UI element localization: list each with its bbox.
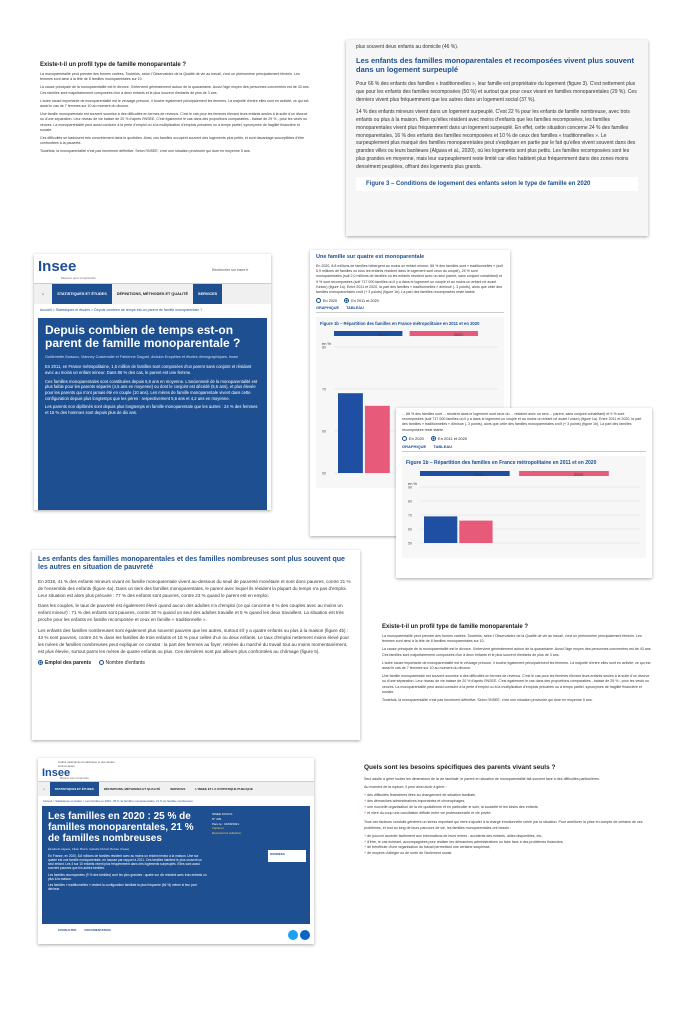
nav-services[interactable]: SERVICES bbox=[170, 787, 186, 791]
legend-label: 2020 bbox=[573, 472, 583, 478]
chart-toggle bbox=[38, 660, 354, 666]
paragraph: 14 % des enfants mineurs vivent dans un logement surpeuplé. C'est 22 % pour les enfants de famille nombreuse, avec trois enfants ou plus à la maison. Bien qu'elles résident avec moins d'enfants que les familles recomposées, les familles monoparentales vivent plus fréquemment dans un logement surpeuplé. En effet, cette situation concerne 24 % des familles monoparentales, 16 % des enfants des familles recomposées et 10 % de ceux des familles « traditionnelles ». Le surpeuplement plus marqué des familles monoparentales peut s'expliquer en partie par le fait qu'elles vivent souvent dans des grandes villes ou leurs banlieues (Algava et al., 2020), où les logements sont plus petits. Les familles recomposées sont les plus grandes en moyenne, mais leur surpeuplement reste limité car elles habitent plus fréquemment dans des zones moins densément peuplées, offrant des logements plus grands. bbox=[356, 109, 636, 170]
tab-consulter[interactable]: CONSULTER bbox=[58, 928, 77, 932]
list-item: + une nouvelle organisation de la vie quotidienne et en particulier le soin, la scolarité et les loisirs des enfants, bbox=[364, 805, 646, 811]
paragraph: L'autre cause importante de monoparentalité est le veuvage précoce, il touche également principalement les femmes. La majorité d'entre elles sont en activité, ce qui est aussi le cas de 7 femmes sur 10 au moment du divorce. bbox=[40, 98, 309, 109]
paragraph: L'autre cause importante de monoparentalité est le veuvage précoce, il touche également principalement les femmes. La majorité d'entre elles sont en activité, ce qui est aussi le cas de 7 femmes sur 10 au moment du divorce. bbox=[382, 660, 651, 671]
legend-swatch bbox=[410, 331, 478, 336]
paragraph: La monoparentalité peut prendre des formes variées. Toutefois, selon l'Observatoire de la Qualité de vie au travail, c'est un phénomène principalement féminin. Les femmes sont ainsi à la tête de 8 familles monoparentales sur 10. bbox=[40, 72, 300, 82]
site-header bbox=[34, 254, 271, 284]
y-tick-label: 70 bbox=[322, 387, 326, 392]
paragraph: La cause principale de la monoparentalité est le divorce. Il intervient généralement autour de la quarantaine. Aussi l'âge moyen des personnes concernées est de 43 ans. Ces familles sont majoritairement composées d'un à deux enfants et le plus souvent d'enfants de plus de 3 ans. bbox=[40, 85, 310, 95]
nav-insee[interactable]: L'INSEE ET LA STATISTIQUE PUBLIQUE bbox=[195, 787, 253, 791]
view-tabs bbox=[316, 306, 504, 313]
paragraph: La monoparentalité peut prendre des formes variées. Toutefois, selon l'Observatoire de la Qualité de vie au travail, c'est un phénomène principalement féminin. Les femmes sont ainsi à la tête de 8 familles monoparentales sur 10. bbox=[382, 634, 642, 644]
article-title: Existe-t-il un profil type de famille monoparentale ? bbox=[40, 62, 187, 68]
y-axis-label: en % bbox=[408, 481, 418, 487]
twitter-icon[interactable] bbox=[288, 930, 298, 940]
radio-nombre[interactable]: Nombre d'enfants bbox=[99, 660, 145, 666]
paragraph: Toutefois, la monoparentalité n'est pas forcément définitive. Selon l'INSEE, c'est une situation provisoire qui dure en moyenne 5 ans. bbox=[40, 149, 251, 154]
page-title: Les familles en 2020 : 25 % de familles monoparentales, 21 % de familles nombreuses bbox=[48, 811, 194, 844]
paragraph: En 2018, 41 % des enfants mineurs vivant en famille monoparentale vivent au-dessous du seuil de pauvreté monétaire et sont donc pauvres, contre 21 % de l'ensemble des enfants (figure 4a). Dans un tiers des familles monoparentales, le parent avec lequel ils résident la plupart du temps n'a pas d'emploi. Leur situation est alors plus précaire : 77 % des enfants sont pauvres, contre 23 % quand le parent est en emploi. bbox=[38, 578, 351, 598]
section-title: Les enfants des familles monoparentales et recomposées vivent plus souvent dans un logement surpeuplé bbox=[356, 56, 635, 74]
y-tick-label: 80 bbox=[408, 499, 412, 504]
radio-emploi[interactable]: Emploi des parents bbox=[38, 660, 91, 666]
figure-title[interactable]: Figure 3 – Conditions de logement des enfants selon le type de famille en 2020 bbox=[356, 177, 638, 191]
tab-tableau[interactable]: TABLEAU bbox=[346, 306, 364, 311]
legend-swatch bbox=[420, 471, 510, 476]
search-input[interactable]: Rechercher sur insee.fr bbox=[212, 268, 249, 272]
tab-documentation[interactable]: DOCUMENTATION bbox=[84, 928, 111, 932]
paragraph: Ces familles monoparentales sont constituées depuis 5,5 ans en moyenne. L'ancienneté de la monoparentalité est plus faible pour les parents séparés (4,5 ans en moyenne) ou dont le conjoint est décédé (5,5 ans), et plus élevée pour les parents qui n'ont jamais été en couple (10 ans). Les mères de famille monoparentale vivent dans cette configuration depuis plus longtemps que les pères : respectivement 5,6 ans et 4,2 ans en moyenne. bbox=[45, 378, 258, 401]
y-tick-label: 80 bbox=[322, 345, 326, 350]
paragraph: Une famille monoparentale est souvent soumise à des difficultés en termes de revenus. C'est le cas pour les femmes élevant leurs enfants seules à la suite d'un divorce ou d'une séparation. Leur niveau de vie baisse de 20 % d'après l'INSEE. C'est également le cas dans des proportions comparables - baisse de 29 % - pour les veufs ou veuves. La monoparentalité peut aussi conduire à la perte d'emploi ou à la multiplication d'emplois précaires ou à temps partiel, synonymes de fragilité financière et sociale. bbox=[382, 674, 650, 694]
linkedin-icon[interactable] bbox=[300, 930, 310, 940]
nav-services[interactable]: SERVICES bbox=[193, 284, 222, 304]
collection-label: INSEE FOCUS bbox=[212, 812, 233, 816]
bar-chart bbox=[406, 469, 642, 549]
site-header bbox=[38, 758, 314, 782]
page-title: Depuis combien de temps est-on parent de famille monoparentale ? bbox=[45, 323, 241, 351]
list-item: + de pouvoir accéder facilement aux informations de leurs entres : accidents des enfants, aides disponibles, etc., bbox=[364, 834, 646, 840]
radio-2011-2020[interactable]: En 2011 et 2020 bbox=[431, 436, 467, 441]
y-tick-label: 90 bbox=[408, 485, 412, 490]
legend-label: 2020 bbox=[453, 332, 463, 338]
section-title: Une famille sur quatre est monoparentale bbox=[316, 254, 425, 260]
section-title: Les enfants des familles monoparentales et des familles nombreuses sont plus souvent que les autres en situation de pauvreté bbox=[38, 556, 345, 572]
legend-label: 2011 bbox=[474, 472, 484, 478]
y-axis-label: en % bbox=[322, 341, 332, 347]
issue-number: N° 249 bbox=[212, 816, 222, 821]
main-nav bbox=[38, 782, 314, 796]
period-radio bbox=[402, 436, 646, 441]
list-item: + de bénéficier d'une organisation du travail permettant une certaine souplesse, bbox=[364, 845, 646, 851]
paragraph: ... 66 % des familles sont ... résident dans le logement sont ceux du ... résident avec un seul ... parent, sans conjoint cohabitant) et 9 % sont recomposées (soit 717 000 familles où il y a dans le logement un couple et au moins un enfant né avant l'union) (figure 1a). Entre 2011 et 2020, la part des familles « traditionnelles » diminue (- 3 points), alors que celle des familles monoparentales croît (+ 3 points) (figure 1b). La part des familles recomposées reste stable. bbox=[402, 412, 642, 432]
bar-2020 bbox=[365, 406, 390, 473]
legend-swatch bbox=[519, 471, 609, 476]
chart-box bbox=[402, 456, 646, 558]
article-besoins bbox=[360, 760, 650, 950]
chart-panel-2020 bbox=[396, 408, 652, 578]
nav-definitions[interactable]: DÉFINITIONS, MÉTHODES ET QUALITÉ bbox=[103, 787, 161, 791]
article-logement bbox=[346, 40, 648, 236]
list bbox=[364, 793, 646, 816]
insee-logo[interactable]: Insee bbox=[38, 258, 77, 275]
hero-banner bbox=[42, 806, 310, 924]
nav-stats[interactable]: STATISTIQUES ET ÉTUDES bbox=[52, 284, 111, 304]
period-radio bbox=[316, 298, 504, 303]
authors[interactable]: Guillemette Buisson, Vianney Costemalle et Fabienne Daguet, division Enquêtes et études démographiques, Insee bbox=[45, 355, 239, 360]
paragraph: Les familles recomposées (9 % des familles) sont les plus grandes : quatre sur dix résident avec trois enfants ou plus à la maison. bbox=[48, 872, 207, 881]
insee-page-anciennete bbox=[34, 254, 271, 510]
y-tick-label: 60 bbox=[322, 429, 326, 434]
main-nav bbox=[34, 284, 271, 304]
bar-2020 bbox=[459, 521, 492, 543]
paragraph: Toutefois, la monoparentalité n'est pas forcément définitive. Selon l'INSEE, c'est une situation provisoire qui dure en moyenne 5 ans. bbox=[382, 698, 593, 703]
tagline: Mesurer pour comprendre bbox=[60, 777, 89, 780]
page-tabs bbox=[38, 924, 314, 936]
paragraph: La cause principale de la monoparentalité est le divorce. Il intervient généralement autour de la quarantaine. Aussi l'âge moyen des personnes concernées est de 43 ans. Ces familles sont majoritairement composées d'un à deux enfants et le plus souvent d'enfants de plus de 3 ans. bbox=[382, 647, 652, 657]
list-item: + de moyens d'alléger ou de sortir de l'isolement social. bbox=[364, 851, 646, 857]
article-profil-type-2 bbox=[378, 620, 658, 750]
list bbox=[364, 834, 646, 857]
article-profil-type bbox=[36, 58, 316, 233]
nav-definitions[interactable]: DÉFINITIONS, MÉTHODES ET QUALITÉ bbox=[116, 292, 189, 296]
print-link[interactable]: Imprimer bbox=[212, 826, 224, 831]
paragraph: Les enfants des familles nombreuses sont également plus souvent pauvres que les autres, surtout s'il y a quatre enfants ou plus à la maison (figure 4b) : 43 % sont pauvres, contre 24 % dans les familles de trois enfants et 16 % pour celles d'un ou deux enfants. Le taux d'emploi nettement moins élevé pour les mères de familles nombreuses peut expliquer ce constat : la part des femmes au foyer, retirées du marché du travail tout au moins momentanément, est plus élevée, surtout parmi les mères de quatre enfants ou plus. Ces dernières sont par ailleurs plus confrontées au chômage (figure 5). bbox=[38, 628, 349, 654]
paragraph: Dans les couples, le taux de pauvreté est également élevé quand aucun des adultes n'a d'emploi (ce qui concerne 6 % des couples avec au moins un enfant mineur) : 71 % des enfants sont pauvres, contre 30 % quand un seul des adultes travaille et 5 % quand les deux travaillent. La situation est très proche pour les enfants en famille recomposée et ceux en famille « traditionnelle ». bbox=[38, 603, 344, 623]
y-tick-label: 70 bbox=[408, 513, 412, 518]
breadcrumb[interactable]: Accueil > Statistiques et études > Les familles en 2020 : 25 % de familles monoparentales, 21 % de familles nombreuses bbox=[43, 799, 193, 803]
paragraph: Pour 66 % des enfants des familles « traditionnelles », leur famille est propriétaire du logement (figure 3). C'est nettement plus que pour les enfants des familles recomposées (50 %) et surtout que pour ceux vivant en familles monoparentales (29 %). Ces derniers vivent plus fréquemment que les autres dans un logement social (37 %). bbox=[356, 81, 637, 103]
publish-date: Paru le : 13/09/2021 bbox=[212, 821, 240, 826]
home-icon[interactable]: ⌂ bbox=[42, 292, 45, 296]
view-tabs bbox=[402, 444, 646, 452]
donnees-button[interactable]: DONNÉES bbox=[268, 850, 306, 862]
tab-graphique[interactable]: GRAPHIQUE bbox=[402, 444, 427, 450]
paragraph: En 2020, 8,8 millions de familles hébergent au moins un enfant mineur. 66 % des familles sont « traditionnelles » (soit 5,9 millions de familles où tous les enfants résident dans le logement sont ceux du couple), 25 % sont monoparentales (soit 2,0 millions de familles où les enfants résident avec un seul parent, sans conjoint cohabitant) et 9 % sont recomposées (soit 717 000 familles où il y a dans le logement un couple et au moins un enfant né avant l'union) (figure 1a). Entre 2011 et 2020, la part des familles « traditionnelles » diminue (- 3 points), alors que celle des familles monoparentales croît (+ 3 points) (figure 1b). La part des familles recomposées reste stable. bbox=[316, 264, 503, 295]
paragraph: plus souvent deux enfants au domicile (46 %). bbox=[356, 44, 459, 50]
collection-link[interactable]: Découvrir la collection bbox=[212, 831, 242, 836]
article-title: Quels sont les besoins spécifiques des parents vivant seuls ? bbox=[364, 764, 556, 771]
bar-2011 bbox=[424, 517, 457, 544]
chart-title: Figure 1b – Répartition des familles en France métropolitaine en 2011 et en 2020 bbox=[406, 460, 597, 467]
paragraph: Les familles « traditionnelles » restent la configuration familiale la plus fréquente (66 %) même si leur part diminue. bbox=[48, 882, 197, 892]
list-item: + des démarches administratives importantes et chronophages, bbox=[364, 799, 646, 805]
list-item: + et vivre du coup une conciliation difficile entre vie professionnelle et vie privée. bbox=[364, 811, 646, 817]
list-item: + des difficultés financières liées au changement de situation familiale, bbox=[364, 793, 646, 799]
y-tick-label: 50 bbox=[322, 471, 326, 476]
paragraph: Tous ces facteurs conduits génèrent un stress important qui vient s'ajouter à la charge émotionnelle créée par la situation. Pour améliorer la prise en compte de certains de ces problèmes, et tout au long de leurs parcours de vie, les familles monoparentales ont besoin : bbox=[364, 820, 643, 830]
radio-2020[interactable]: En 2020 bbox=[402, 436, 424, 441]
breadcrumb[interactable]: Accueil > Statistiques et études > Depuis combien de temps est-on parent de famille monoparentale ? bbox=[40, 308, 203, 312]
paragraph: Au moment de la rupture, il peut ainsi avoir à gérer : bbox=[364, 785, 447, 790]
list-item: + d'être, le cas échéant, accompagnées pour réaliser les démarches administratives ou faire face à des problèmes financiers, bbox=[364, 840, 646, 846]
paragraph: En France, en 2020, 8,8 millions de familles résident avec au moins un enfant mineur à la maison. Une sur quatre est une famille monoparentale, en hausse par rapport à 2011. Ces familles habitent le plus souvent un seul enfant. Les 4 sur 10 enfants vivent plus fréquemment dans des logements surpeuplés. Elles sont aussi souvent pauvres que les autres familles. bbox=[48, 854, 202, 871]
chart-title: Figure 1b – Répartition des familles en France métropolitaine en 2011 et en 2020 bbox=[320, 321, 480, 327]
paragraph: Une famille monoparentale est souvent soumise à des difficultés en termes de revenus. C'est le cas pour les femmes élevant leurs enfants seules à la suite d'un divorce ou d'une séparation. Leur niveau de vie baisse de 20 % d'après l'INSEE. C'est également le cas dans des proportions comparables - baisse de 29 % - pour les veufs ou veuves. La monoparentalité peut aussi conduire à la perte d'emploi ou à la multiplication d'emplois précaires ou à temps partiel, synonymes de fragilité financière et sociale. bbox=[40, 112, 308, 132]
radio-2011-2020[interactable]: En 2011 et 2020 bbox=[344, 299, 379, 303]
nav-stats[interactable]: STATISTIQUES ET ÉTUDES bbox=[50, 782, 99, 796]
y-tick-label: 50 bbox=[408, 541, 412, 546]
home-icon[interactable]: ⌂ bbox=[43, 787, 45, 791]
authors[interactable]: Élisabeth Algava, Kilian Bloch, Isabelle Robert-Bobée (Insee) bbox=[48, 847, 130, 851]
tab-graphique[interactable]: GRAPHIQUE bbox=[316, 306, 339, 311]
paragraph: Seul adulte à gérer toutes les dimensions de la vie familiale, le parent en situation de monoparentalité fait souvent face à des difficultés particulières. bbox=[364, 777, 600, 781]
radio-2020[interactable]: En 2020 bbox=[316, 299, 337, 303]
y-tick-label: 60 bbox=[408, 527, 412, 532]
paragraph: Ces difficultés se traduisent très concrètement dans le quotidien. Ainsi, ces familles occupent souvent des logements plus petits, et sont davantage susceptibles d'être confrontées à la pauvreté. bbox=[40, 136, 305, 146]
legend-label: 2011 bbox=[378, 332, 387, 338]
org-name: Institut national de la statistique et des études économiques bbox=[58, 760, 115, 768]
insee-page-familles-2020 bbox=[38, 758, 314, 944]
legend-swatch bbox=[334, 331, 402, 336]
hero-banner bbox=[38, 318, 267, 510]
insee-logo[interactable]: Insee bbox=[42, 767, 71, 779]
publication-sidebar bbox=[212, 812, 272, 836]
tagline: Mesurer pour comprendre bbox=[61, 276, 96, 280]
paragraph: En 2011, en France métropolitaine, 1,5 million de familles sont composées d'un parent sans conjoint et résidant avec au moins un enfant mineur. Dans 86 % des cas, le parent est une femme. bbox=[45, 364, 252, 376]
bar-2011 bbox=[338, 393, 363, 473]
article-pauvrete bbox=[32, 550, 360, 740]
tab-tableau[interactable]: TABLEAU bbox=[433, 444, 453, 450]
paragraph: Les parents non diplômés sont depuis plus longtemps en famille monoparentale que les autres : 24 % des femmes et 15 % des hommes sont depuis plus de dix ans. bbox=[45, 404, 258, 416]
article-title: Existe-t-il un profil type de famille monoparentale ? bbox=[382, 624, 529, 630]
